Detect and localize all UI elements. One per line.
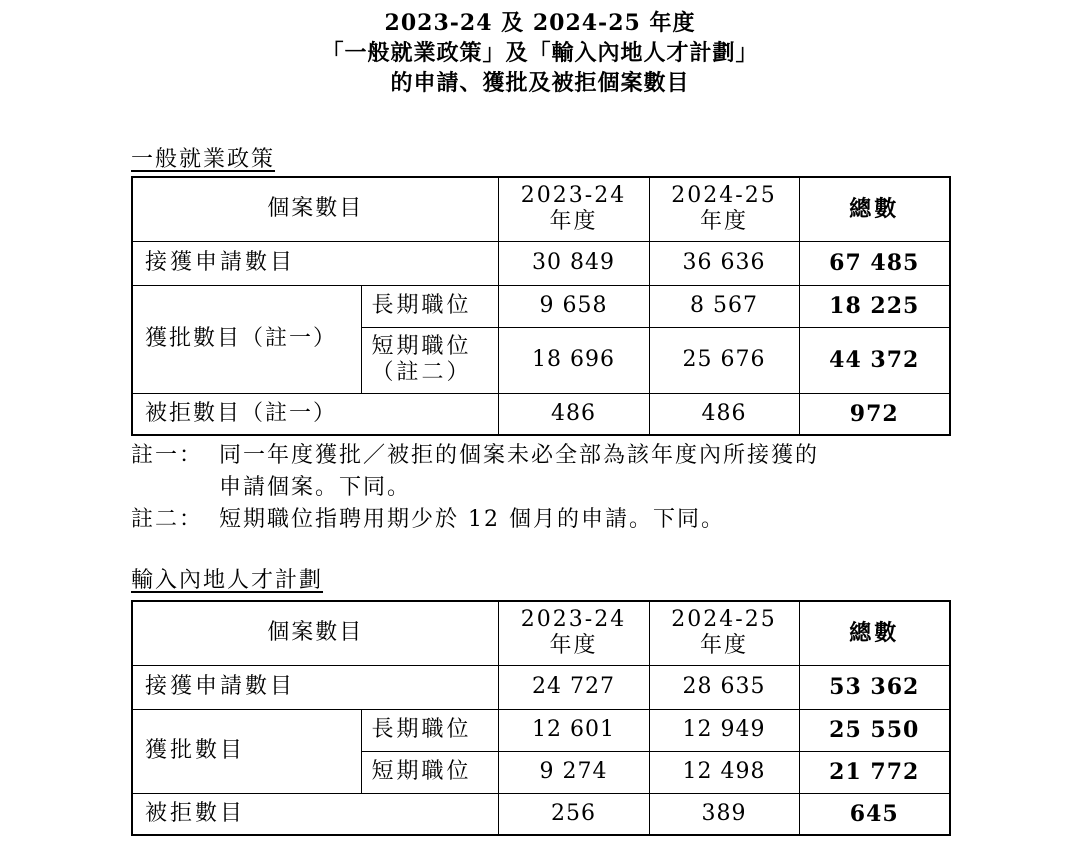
cell-short-term-total: 21 772 xyxy=(799,751,950,793)
cell-short-term-2024-25: 12 498 xyxy=(649,751,799,793)
note-2-text: 短期職位指聘用期少於 12 個月的申請。下同。 xyxy=(219,507,725,532)
cell-long-term-2024-25: 12 949 xyxy=(649,709,799,751)
cell-rejected-total: 972 xyxy=(799,393,950,435)
header-year-2024-25 xyxy=(649,177,799,241)
title-line-3: 的申請、獲批及被拒個案數目 xyxy=(390,70,690,96)
header-total: 總數 xyxy=(799,601,950,665)
cell-rejected-2024-25: 486 xyxy=(649,393,799,435)
mainland-talents-table xyxy=(131,600,951,836)
row-label-rejected: 被拒數目（註一） xyxy=(132,393,498,435)
table-row xyxy=(132,793,950,835)
header-year-2023-24 xyxy=(498,177,649,241)
header-year2-line2: 年度 xyxy=(700,633,749,659)
document-title xyxy=(0,8,1080,98)
table-row xyxy=(132,393,950,435)
row-label-received: 接獲申請數目 xyxy=(132,241,498,285)
row-label-long-term: 長期職位 xyxy=(361,285,498,327)
header-year1-line2: 年度 xyxy=(549,633,598,659)
cell-long-term-2023-24: 12 601 xyxy=(498,709,649,751)
header-year1-line1: 2023-24 xyxy=(520,607,627,633)
note-1-continued xyxy=(131,472,961,504)
cell-received-2023-24: 30 849 xyxy=(498,241,649,285)
short-term-label-line1: 短期職位 xyxy=(371,334,472,359)
footnotes xyxy=(131,440,961,536)
cell-rejected-total: 645 xyxy=(799,793,950,835)
header-year2-line1: 2024-25 xyxy=(671,607,777,633)
table-row xyxy=(132,665,950,709)
cell-received-total: 53 362 xyxy=(799,665,950,709)
short-term-label-line2: （註二） xyxy=(371,360,472,385)
note-1-label: 註一： xyxy=(131,443,204,468)
title-line-1: 2023-24 及 2024-25 年度 xyxy=(384,10,696,36)
cell-received-2023-24: 24 727 xyxy=(498,665,649,709)
cell-received-2024-25: 36 636 xyxy=(649,241,799,285)
cell-received-2024-25: 28 635 xyxy=(649,665,799,709)
note-2 xyxy=(131,504,961,536)
cell-short-term-2023-24: 9 274 xyxy=(498,751,649,793)
row-label-long-term: 長期職位 xyxy=(361,709,498,751)
cell-rejected-2023-24: 486 xyxy=(498,393,649,435)
header-case-count: 個案數目 xyxy=(132,601,498,665)
cell-short-term-total: 44 372 xyxy=(799,327,950,393)
cell-rejected-2023-24: 256 xyxy=(498,793,649,835)
header-year-2023-24 xyxy=(498,601,649,665)
cell-short-term-2024-25: 25 676 xyxy=(649,327,799,393)
row-label-approved: 獲批數目（註一） xyxy=(132,285,361,393)
row-label-short-term xyxy=(361,327,498,393)
table-row xyxy=(132,285,950,327)
row-label-received: 接獲申請數目 xyxy=(132,665,498,709)
general-employment-table xyxy=(131,176,951,436)
title-line-2: 「一般就業政策」及「輸入內地人才計劃」 xyxy=(321,40,759,66)
row-label-rejected: 被拒數目 xyxy=(132,793,498,835)
header-year-2024-25 xyxy=(649,601,799,665)
table-header-row xyxy=(132,601,950,665)
header-year2-line2: 年度 xyxy=(700,209,749,235)
cell-long-term-2024-25: 8 567 xyxy=(649,285,799,327)
header-year1-line2: 年度 xyxy=(549,209,598,235)
note-2-label: 註二： xyxy=(131,507,204,532)
section-heading-mainland-talents: 輸入內地人才計劃 xyxy=(131,568,324,593)
cell-short-term-2023-24: 18 696 xyxy=(498,327,649,393)
note-1-line2: 申請個案。下同。 xyxy=(219,475,412,500)
section-heading-general-employment: 一般就業政策 xyxy=(131,147,276,172)
header-case-count: 個案數目 xyxy=(132,177,498,241)
note-1-line1: 同一年度獲批／被拒的個案未必全部為該年度內所接獲的 xyxy=(219,443,820,468)
cell-long-term-total: 18 225 xyxy=(799,285,950,327)
cell-long-term-total: 25 550 xyxy=(799,709,950,751)
cell-received-total: 67 485 xyxy=(799,241,950,285)
row-label-short-term: 短期職位 xyxy=(361,751,498,793)
table-row xyxy=(132,241,950,285)
cell-long-term-2023-24: 9 658 xyxy=(498,285,649,327)
note-1 xyxy=(131,440,961,472)
row-label-approved: 獲批數目 xyxy=(132,709,361,793)
cell-rejected-2024-25: 389 xyxy=(649,793,799,835)
header-year2-line1: 2024-25 xyxy=(671,183,777,209)
header-year1-line1: 2023-24 xyxy=(520,183,627,209)
header-total: 總數 xyxy=(799,177,950,241)
table-header-row xyxy=(132,177,950,241)
table-row xyxy=(132,709,950,751)
